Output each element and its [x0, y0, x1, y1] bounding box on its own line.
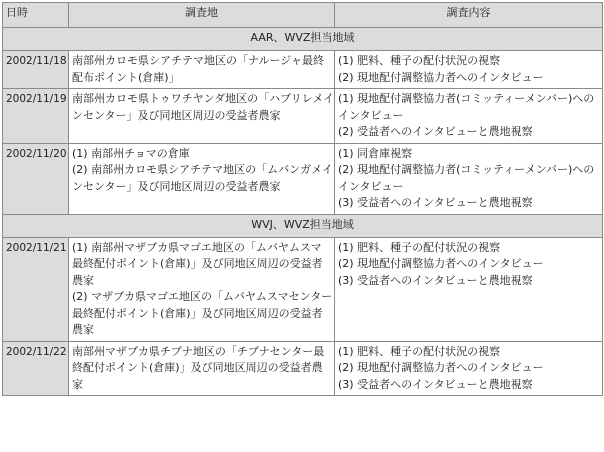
place-cell	[69, 237, 335, 341]
content-line: (2) 現地配付調整協力者へのインタビュー	[338, 361, 544, 374]
date-cell: 2002/11/22	[3, 341, 69, 396]
place-line: ンセンター」及び同地区周辺の受益者農家	[72, 108, 281, 122]
section-title: WVJ、WVZ担当地域	[3, 214, 603, 237]
date-cell: 2002/11/21	[3, 237, 69, 341]
header-place: 調査地	[69, 3, 335, 28]
content-line: (1) 肥料、種子の配付状況の視察	[338, 344, 501, 358]
place-line: 家	[72, 377, 83, 391]
content-cell	[335, 89, 603, 144]
content-line: インタビュー	[338, 108, 404, 122]
content-line: (2) 現地配付調整協力者(コミッティーメンバー)への	[338, 163, 595, 176]
table-body	[3, 28, 603, 396]
table-row	[3, 341, 603, 396]
place-cell	[69, 51, 335, 89]
table-row	[3, 89, 603, 144]
table-row	[3, 51, 603, 89]
content-line: (1) 肥料、種子の配付状況の視察	[338, 54, 501, 67]
place-line: 終配付ポイント(倉庫)」及び同地区周辺の受益者農	[72, 361, 323, 374]
content-line: (2) 受益者へのインタビューと農地視察	[338, 125, 533, 138]
content-line: (1) 同倉庫視察	[338, 146, 413, 160]
place-cell	[69, 143, 335, 214]
place-line: (2) 南部州カロモ県シアチテマ地区の「ムバンガメイ	[72, 163, 333, 176]
survey-schedule-table	[2, 2, 603, 396]
section-title: AAR、WVZ担当地域	[3, 28, 603, 51]
place-line: 農家	[72, 323, 94, 336]
table-row	[3, 237, 603, 341]
content-line: (2) 現地配付調整協力者へのインタビュー	[338, 70, 544, 84]
table-row	[3, 143, 603, 214]
place-line: 最終配付ポイント(倉庫)」及び同地区周辺の受益者	[72, 257, 323, 270]
content-line: (3) 受益者へのインタビューと農地視察	[338, 377, 533, 391]
header-date: 日時	[3, 3, 69, 28]
content-line: (2) 現地配付調整協力者へのインタビュー	[338, 257, 544, 270]
content-cell	[335, 341, 603, 396]
place-line: (1) 南部州マザブカ県マゴエ地区の「ムバヤムスマ	[72, 240, 322, 254]
place-line: ンセンター」及び同地区周辺の受益者農家	[72, 179, 281, 193]
place-cell	[69, 341, 335, 396]
place-line: (1) 南部州チョマの倉庫	[72, 146, 190, 160]
content-line: (1) 肥料、種子の配付状況の視察	[338, 240, 501, 254]
place-line: 南部州カロモ県シアチテマ地区の「ナルージャ最終	[72, 54, 325, 67]
date-cell: 2002/11/20	[3, 143, 69, 214]
content-line: インタビュー	[338, 179, 404, 193]
header-content: 調査内容	[335, 3, 603, 28]
content-cell	[335, 237, 603, 341]
place-line: (2) マザブカ県マゴエ地区の「ムバヤムスマセンター	[72, 290, 333, 303]
content-line: (1) 現地配付調整協力者(コミッティーメンバー)への	[338, 92, 595, 105]
section-row	[3, 214, 603, 237]
section-row	[3, 28, 603, 51]
place-line: 最終配付ポイント(倉庫)」及び同地区周辺の受益者	[72, 306, 323, 320]
header-row	[3, 3, 603, 28]
place-line: 配布ポイント(倉庫)」	[72, 70, 180, 84]
place-line: 南部州マザブカ県チブナ地区の「チブナセンター最	[72, 344, 325, 358]
content-line: (3) 受益者へのインタビューと農地視察	[338, 273, 533, 287]
date-cell: 2002/11/18	[3, 51, 69, 89]
place-line: 農家	[72, 273, 94, 287]
content-line: (3) 受益者へのインタビューと農地視察	[338, 196, 533, 209]
date-cell: 2002/11/19	[3, 89, 69, 144]
content-cell	[335, 51, 603, 89]
place-line: 南部州カロモ県トゥワチヤンダ地区の「ハブリレメイ	[72, 92, 335, 105]
place-cell	[69, 89, 335, 144]
content-cell	[335, 143, 603, 214]
